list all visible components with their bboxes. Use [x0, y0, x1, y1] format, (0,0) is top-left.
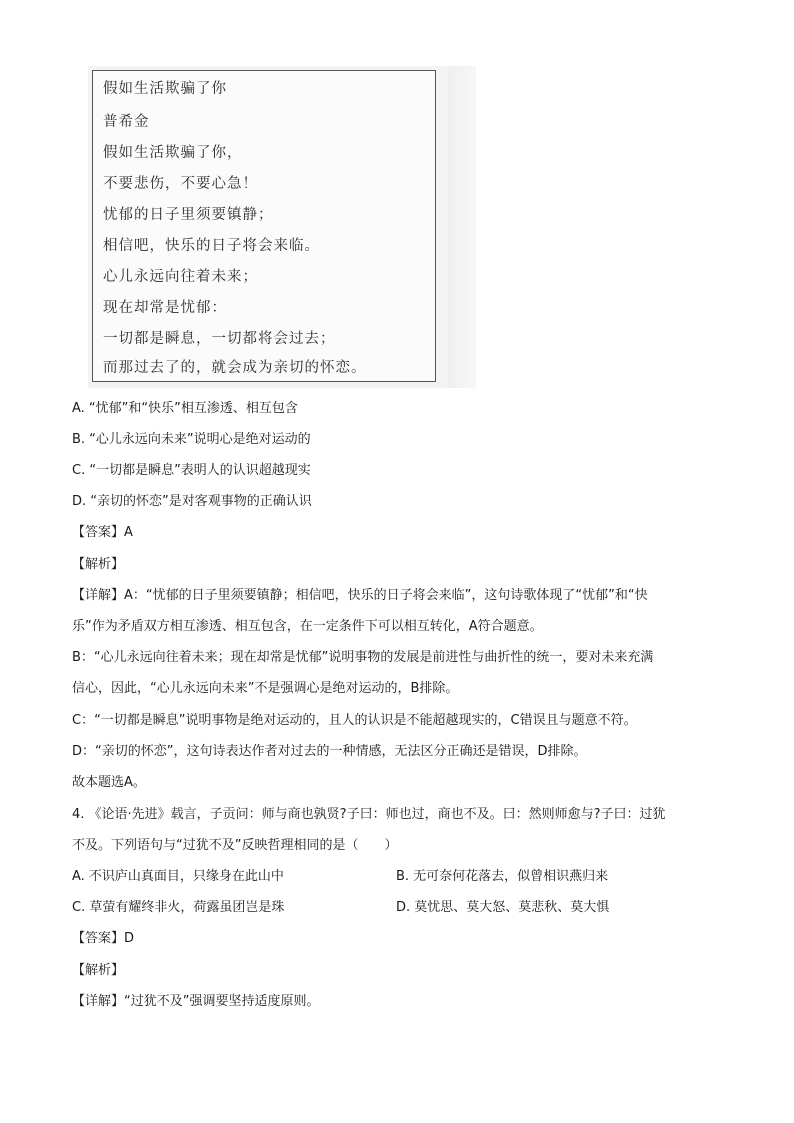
poem-line: 而那过去了的，就会成为亲切的怀恋。 [103, 360, 367, 376]
q3-option-a: A. “忧郁”和“快乐”相互渗透、相互包含 [72, 401, 298, 416]
poem-box [92, 70, 436, 382]
poem-title: 假如生活欺骗了你 [103, 81, 227, 97]
q4-detail: 【详解】“过犹不及”强调要坚持适度原则。 [72, 994, 320, 1009]
q3-detail-line: B：“心儿永远向往着未来；现在却常是忧郁”说明事物的发展是前进性与曲折性的统一，要对未来充满 [72, 650, 654, 665]
q3-detail-line: 信心，因此，“心儿永远向未来”不是强调心是绝对运动的，B排除。 [72, 681, 459, 696]
q3-detail-line: 【详解】A：“忧郁的日子里须要镇静；相信吧，快乐的日子将会来临”，这句诗歌体现了“忧郁”和“快 [72, 588, 648, 603]
q3-option-b: B. “心儿永远向未来”说明心是绝对运动的 [72, 432, 311, 447]
q4-option-c: C. 草萤有耀终非火，荷露虽团岂是珠 [72, 900, 285, 915]
poem-line: 忧郁的日子里须要镇静； [103, 207, 274, 223]
q3-option-c: C. “一切都是瞬息”表明人的认识超越现实 [72, 463, 311, 478]
q3-conclusion: 故本题选A。 [72, 775, 146, 790]
poem-line: 不要悲伤，不要心急！ [103, 176, 258, 192]
poem-image [88, 66, 476, 388]
q3-detail-line: 乐”作为矛盾双方相互渗透、相互包含，在一定条件下可以相互转化，A符合题意。 [72, 619, 543, 634]
poem-line: 心儿永远向往着未来； [103, 269, 258, 285]
q4-stem-line: 4. 《论语·先进》载言，子贡问：师与商也孰贤?子曰：师也过，商也不及。曰：然则师愈与?子曰：过犹 [72, 807, 666, 822]
q4-answer: 【答案】D [72, 931, 135, 946]
q4-option-a: A. 不识庐山真面目，只缘身在此山中 [72, 869, 284, 884]
poem-author: 普希金 [103, 114, 150, 130]
q3-detail-line: C：“一切都是瞬息”说明事物是绝对运动的，且人的认识是不能超越现实的，C错误且与题意不符。 [72, 713, 637, 728]
poem-line: 现在却常是忧郁： [103, 300, 227, 316]
poem-line: 相信吧，快乐的日子将会来临。 [103, 238, 320, 254]
q3-detail-line: D：“亲切的怀恋”，这句诗表达作者对过去的一种情感，无法区分正确还是错误，D排除。 [72, 744, 587, 759]
q4-option-d: D. 莫忧思、莫大怒、莫悲秋、莫大惧 [396, 900, 610, 915]
q4-analysis-label: 【解析】 [72, 963, 125, 978]
q4-option-b: B. 无可奈何花落去，似曾相识燕归来 [396, 869, 609, 884]
q3-analysis-label: 【解析】 [72, 557, 125, 572]
q4-stem-line: 不及。下列语句与“过犹不及”反映哲理相同的是（ ） [72, 838, 398, 853]
poem-line: 假如生活欺骗了你， [103, 145, 243, 161]
q3-option-d: D. “亲切的怀恋”是对客观事物的正确认识 [72, 494, 312, 509]
q3-answer: 【答案】A [72, 525, 133, 540]
poem-line: 一切都是瞬息，一切都将会过去； [103, 331, 336, 347]
